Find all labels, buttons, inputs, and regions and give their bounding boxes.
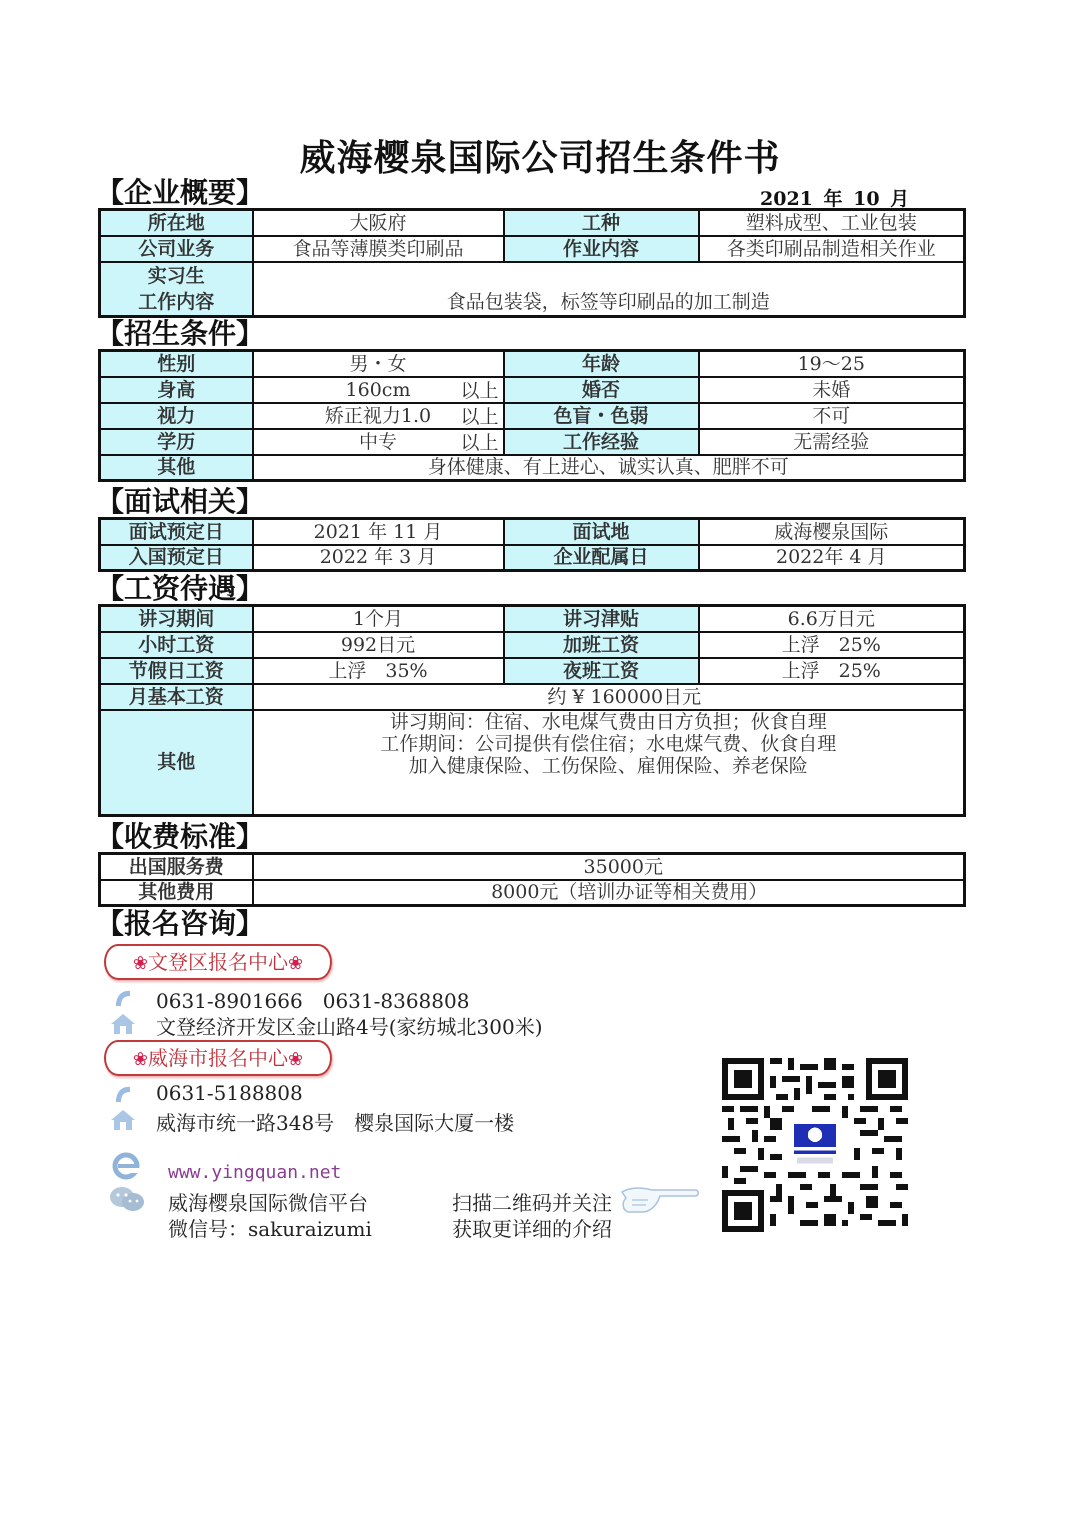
label-company-business: 公司业务 xyxy=(100,236,253,262)
label-eyesight: 视力 xyxy=(100,403,253,429)
value-overtime-wage: 上浮 25% xyxy=(699,632,965,658)
label-assignment-date: 企业配属日 xyxy=(504,545,699,571)
label-location: 所在地 xyxy=(100,210,253,236)
section-heading-recruitment-conditions: 【招生条件】 xyxy=(96,317,265,350)
salary-other-line: 加入健康保险、工伤保险、雇佣保险、养老保险 xyxy=(408,754,808,777)
value-education xyxy=(253,429,504,455)
house-icon xyxy=(110,1013,136,1035)
value-location: 大阪府 xyxy=(253,210,504,236)
value-interview-location: 威海樱泉国际 xyxy=(699,519,965,545)
flower-icon: ❀ xyxy=(288,953,304,974)
value-work-content: 各类印刷品制造相关作业 xyxy=(699,236,965,262)
value-education-suffix: 以上 xyxy=(460,431,499,454)
label-intern-work-line2: 工作内容 xyxy=(138,290,215,313)
company-overview-table xyxy=(98,208,966,318)
value-eyesight xyxy=(253,403,504,429)
value-holiday-wage: 上浮 35% xyxy=(253,658,504,684)
wechat-id: 微信号：sakuraizumi xyxy=(168,1217,372,1241)
value-eyesight-suffix: 以上 xyxy=(460,405,499,428)
flower-icon: ❀ xyxy=(288,1049,304,1070)
wendeng-address: 文登经济开发区金山路4号(家纺城北300米) xyxy=(156,1015,543,1039)
label-hourly-wage: 小时工资 xyxy=(100,632,253,658)
table-row xyxy=(100,236,965,262)
value-job-type: 塑料成型、工业包装 xyxy=(699,210,965,236)
label-service-fee: 出国服务费 xyxy=(100,854,253,880)
value-entry-date: 2022 年 3 月 xyxy=(253,545,504,571)
wechat-platform: 威海樱泉国际微信平台 xyxy=(168,1191,368,1215)
table-row xyxy=(100,429,965,455)
section-heading-fees: 【收费标准】 xyxy=(96,820,265,853)
table-row xyxy=(100,658,965,684)
flower-icon: ❀ xyxy=(132,1049,148,1070)
table-row xyxy=(100,262,965,317)
table-row xyxy=(100,455,965,481)
salary-other-line: 工作期间：公司提供有偿住宿；水电煤气费、伙食自理 xyxy=(380,732,837,755)
label-entry-date: 入国预定日 xyxy=(100,545,253,571)
value-service-fee: 35000元 xyxy=(253,854,965,880)
label-monthly-base: 月基本工资 xyxy=(100,684,253,710)
label-height: 身高 xyxy=(100,377,253,403)
label-education: 学历 xyxy=(100,429,253,455)
table-row xyxy=(100,403,965,429)
label-job-type: 工种 xyxy=(504,210,699,236)
value-height-suffix: 以上 xyxy=(460,379,499,402)
label-holiday-wage: 节假日工资 xyxy=(100,658,253,684)
label-intern-work-line1: 实习生 xyxy=(147,264,205,287)
value-color-blindness: 不可 xyxy=(699,403,965,429)
label-salary-other: 其他 xyxy=(100,710,253,816)
table-row xyxy=(100,854,965,880)
label-training-allowance: 讲习津贴 xyxy=(504,606,699,632)
value-gender xyxy=(253,351,504,377)
scan-instruction: 扫描二维码并关注 xyxy=(452,1191,612,1215)
value-assignment-date: 2022年 4 月 xyxy=(699,545,965,571)
label-work-experience: 工作经验 xyxy=(504,429,699,455)
label-interview-date: 面试预定日 xyxy=(100,519,253,545)
section-heading-company-overview: 【企业概要】 xyxy=(96,176,265,209)
weihai-address: 威海市统一路348号 樱泉国际大厦一楼 xyxy=(156,1111,515,1135)
table-row xyxy=(100,632,965,658)
salary-other-line: 讲习期间：住宿、水电煤气费由日方负担；伙食自理 xyxy=(389,710,827,733)
section-heading-salary: 【工资待遇】 xyxy=(96,572,265,605)
value-education-text: 中专 xyxy=(358,430,397,453)
label-interview-location: 面试地 xyxy=(504,519,699,545)
table-row xyxy=(100,519,965,545)
label-gender: 性别 xyxy=(100,351,253,377)
pointing-hand-icon xyxy=(618,1182,700,1216)
value-height xyxy=(253,377,504,403)
internet-explorer-icon xyxy=(110,1150,142,1182)
table-row xyxy=(100,377,965,403)
flower-icon: ❀ xyxy=(132,953,148,974)
value-hourly-wage: 992日元 xyxy=(253,632,504,658)
fees-table xyxy=(98,852,966,907)
salary-table xyxy=(98,604,966,817)
website-link[interactable] xyxy=(168,1162,341,1183)
label-training-period: 讲习期间 xyxy=(100,606,253,632)
value-monthly-base: 约 ¥ 160000日元 xyxy=(253,684,965,710)
weihai-phone: 0631-5188808 xyxy=(156,1081,303,1105)
table-row xyxy=(100,545,965,571)
value-interview-date: 2021 年 11 月 xyxy=(253,519,504,545)
value-height-text: 160cm xyxy=(345,378,411,401)
value-age: 19～25 xyxy=(699,351,965,377)
value-training-period: 1个月 xyxy=(253,606,504,632)
value-intern-work: 食品包装袋，标签等印刷品的加工制造 xyxy=(253,262,965,317)
phone-icon xyxy=(110,988,136,1010)
section-heading-interview: 【面试相关】 xyxy=(96,485,265,518)
table-row xyxy=(100,710,965,816)
label-overtime-wage: 加班工资 xyxy=(504,632,699,658)
recruitment-conditions-table xyxy=(98,349,966,482)
label-work-content: 作业内容 xyxy=(504,236,699,262)
value-salary-other xyxy=(253,710,965,816)
weihai-center-badge xyxy=(104,1040,332,1076)
website-url[interactable]: www.yingquan.net xyxy=(168,1162,342,1183)
value-work-experience: 无需经验 xyxy=(699,429,965,455)
value-gender-text: 男・女 xyxy=(349,352,407,375)
value-other-fees: 8000元（培训办证等相关费用） xyxy=(253,880,965,906)
label-other-fees: 其他费用 xyxy=(100,880,253,906)
wendeng-center-badge xyxy=(104,944,332,980)
value-marital-status: 未婚 xyxy=(699,377,965,403)
section-heading-contact: 【报名咨询】 xyxy=(96,907,265,940)
label-intern-work xyxy=(100,262,253,317)
wechat-icon xyxy=(108,1185,146,1213)
table-row xyxy=(100,684,965,710)
house-icon xyxy=(110,1109,136,1131)
interview-table xyxy=(98,517,966,572)
label-night-shift-wage: 夜班工资 xyxy=(504,658,699,684)
value-training-allowance: 6.6万日元 xyxy=(699,606,965,632)
scan-benefit: 获取更详细的介绍 xyxy=(452,1217,612,1241)
phone-icon xyxy=(110,1084,136,1106)
table-row xyxy=(100,606,965,632)
label-color-blindness: 色盲・色弱 xyxy=(504,403,699,429)
wechat-qr-code[interactable] xyxy=(722,1058,908,1232)
table-row xyxy=(100,210,965,236)
document-date: 2021 年 10 月 xyxy=(760,188,910,210)
value-eyesight-text: 矫正视力1.0 xyxy=(324,404,432,427)
document-title: 威海樱泉国际公司招生条件书 xyxy=(299,138,781,179)
label-marital-status: 婚否 xyxy=(504,377,699,403)
table-row xyxy=(100,351,965,377)
table-row xyxy=(100,880,965,906)
label-other-conditions: 其他 xyxy=(100,455,253,481)
weihai-center-name: 威海市报名中心 xyxy=(148,1046,288,1070)
label-age: 年龄 xyxy=(504,351,699,377)
wendeng-center-name: 文登区报名中心 xyxy=(148,950,288,974)
wendeng-phone: 0631-8901666 0631-8368808 xyxy=(156,989,470,1013)
value-night-shift-wage: 上浮 25% xyxy=(699,658,965,684)
value-company-business: 食品等薄膜类印刷品 xyxy=(253,236,504,262)
value-other-conditions: 身体健康、有上进心、诚实认真、肥胖不可 xyxy=(253,455,965,481)
